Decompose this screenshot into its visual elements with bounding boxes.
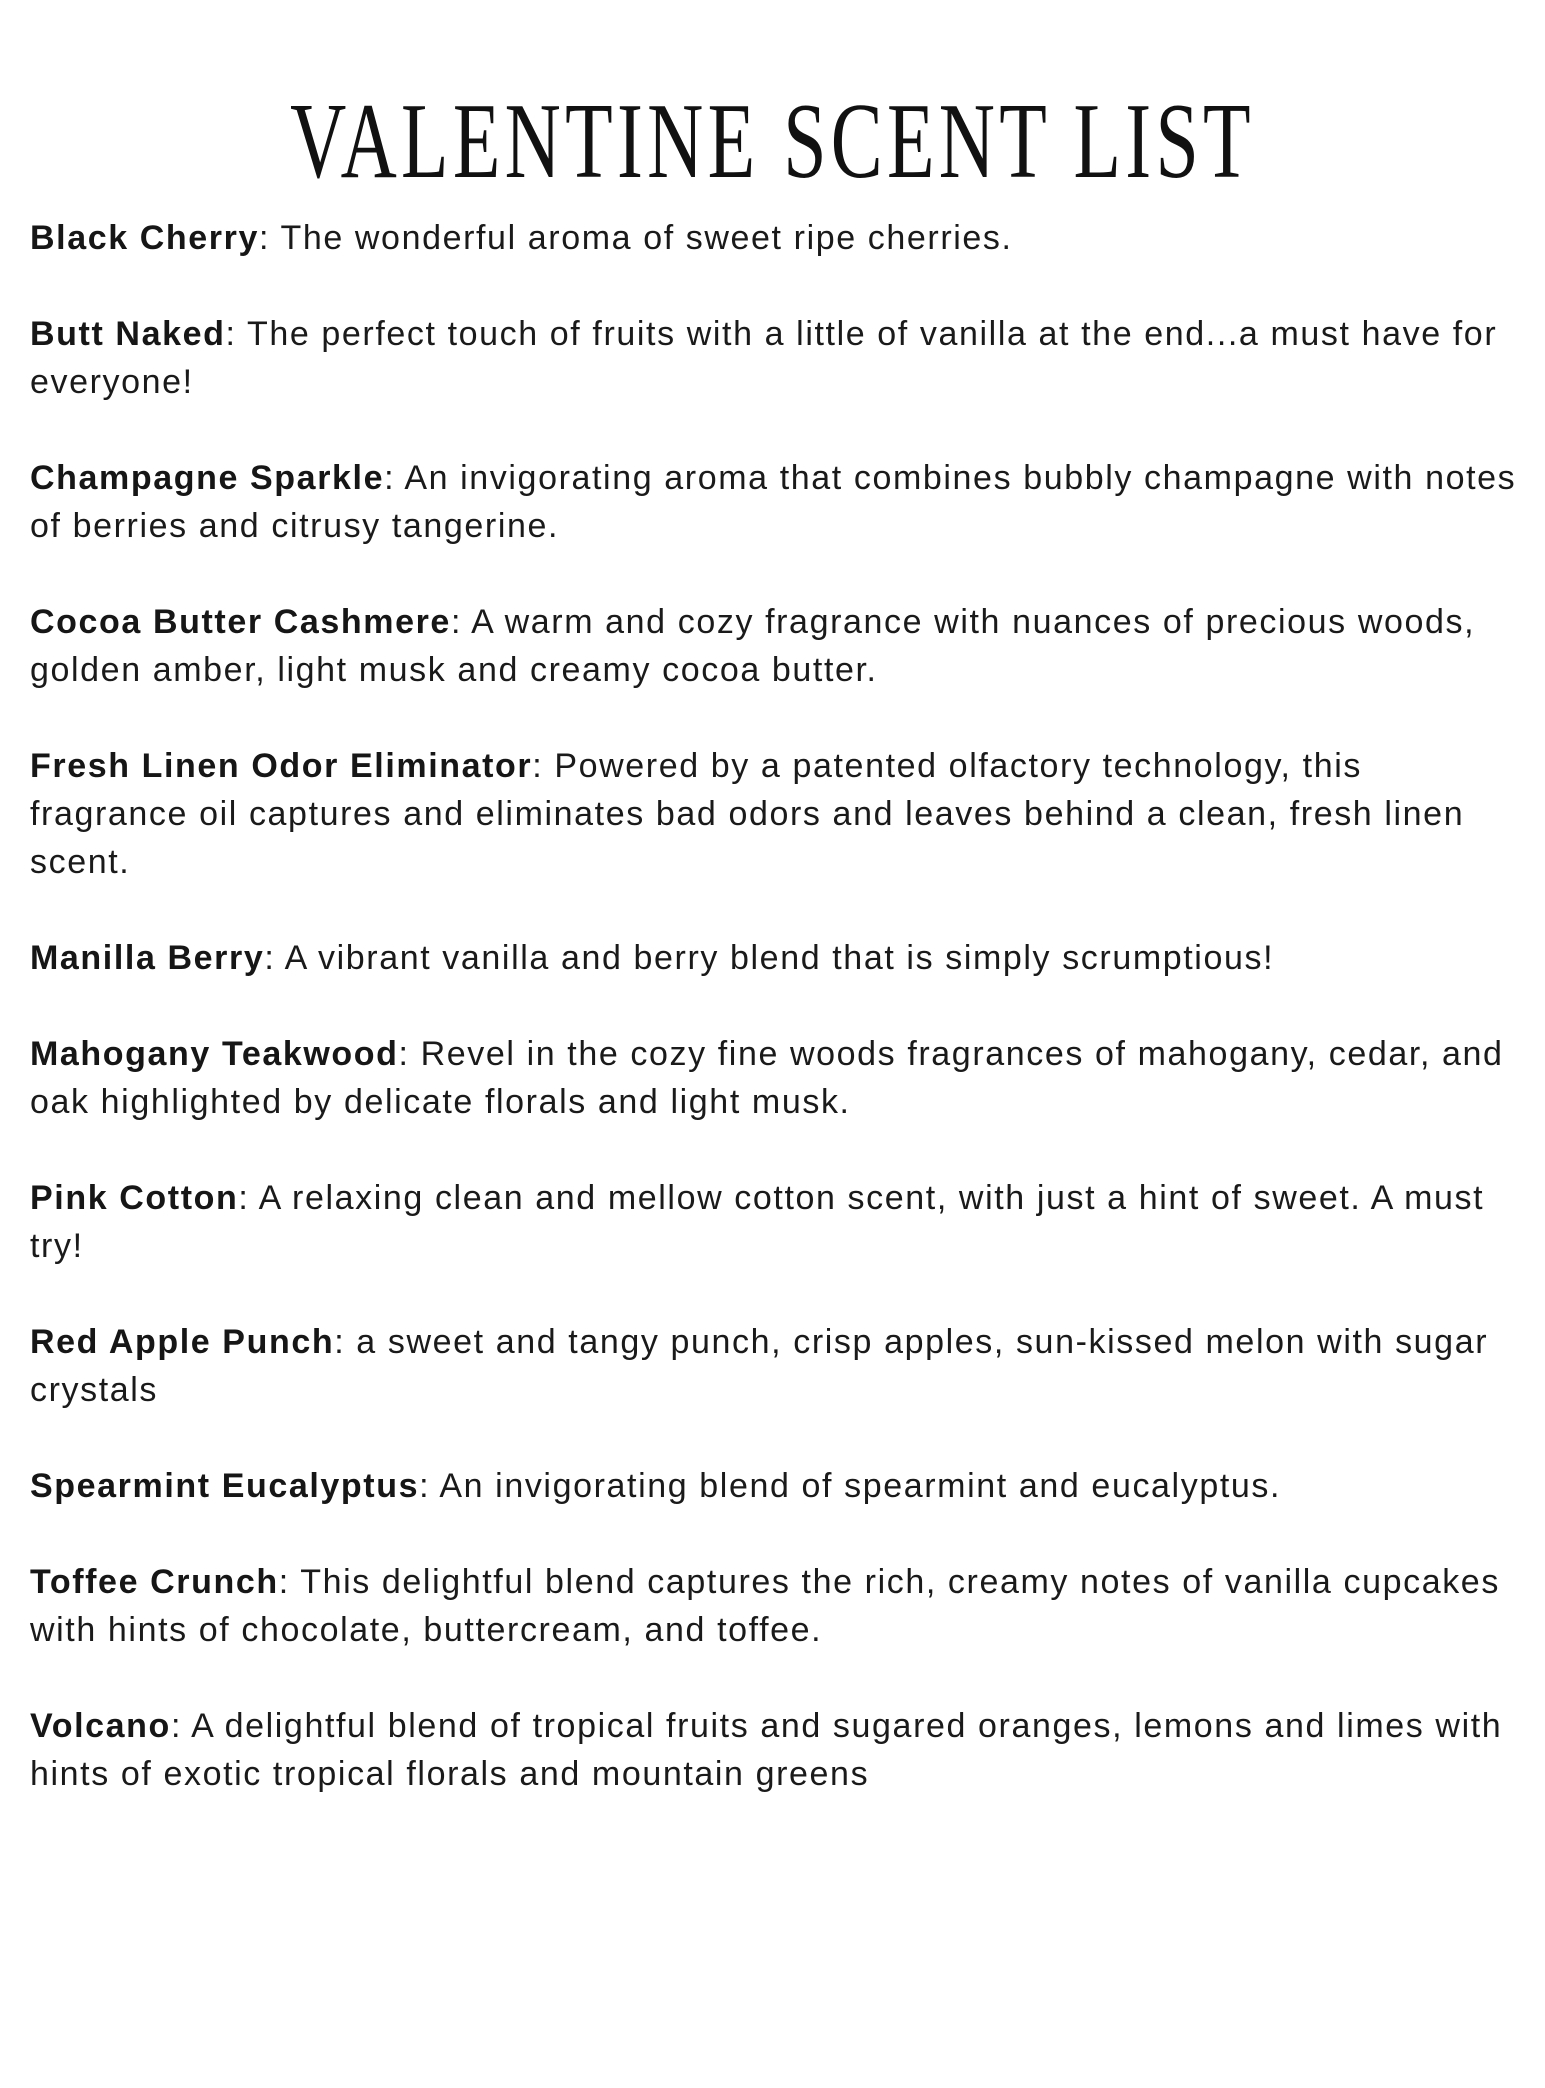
scent-description: A vibrant vanilla and berry blend that is simply scrumptious! [284,939,1275,977]
scent-entry [30,1030,1530,1126]
scent-separator: : [258,219,281,257]
scent-separator: : [170,1707,192,1745]
page-title: VALENTINE SCENT LIST [290,82,1255,201]
scent-description: The wonderful aroma of sweet ripe cherries. [280,219,1013,257]
scent-separator: : [225,315,247,353]
scent-separator: : [450,603,472,641]
scent-name: Manilla Berry [30,939,265,977]
scent-entry [30,1462,1530,1510]
scent-name: Champagne Sparkle [30,459,385,497]
scent-description: A delightful blend of tropical fruits and sugared oranges, lemons and limes with hints of exotic tropical florals and mountain greens [30,1707,1503,1793]
scent-name: Toffee Crunch [30,1563,279,1601]
scent-separator: : [419,1467,440,1505]
scent-description: This delightful blend captures the rich, creamy notes of vanilla cupcakes with hints of chocolate, buttercream, and toffee. [30,1563,1500,1649]
scent-name: Spearmint Eucalyptus [30,1467,420,1505]
scent-description: An invigorating aroma that combines bubbly champagne with notes of berries and citrusy tangerine. [30,459,1517,545]
scent-separator: : [278,1563,301,1601]
scent-description: A warm and cozy fragrance with nuances of precious woods, golden amber, light musk and creamy cocoa butter. [30,603,1476,689]
scent-entry [30,934,1530,982]
scent-description: Revel in the cozy fine woods fragrances of mahogany, cedar, and oak highlighted by delicate florals and light musk. [30,1035,1504,1121]
scent-entry [30,310,1530,406]
scent-name: Red Apple Punch [30,1323,335,1361]
scent-description: The perfect touch of fruits with a little of vanilla at the end...a must have for everyone! [30,315,1498,401]
scent-separator: : [238,1179,259,1217]
scent-description: a sweet and tangy punch, crisp apples, sun-kissed melon with sugar crystals [30,1323,1489,1409]
scent-separator: : [532,747,555,785]
scent-entry [30,598,1530,694]
scent-entry [30,742,1530,886]
scent-name: Cocoa Butter Cashmere [30,603,451,641]
scent-list [0,196,1545,1798]
scent-entry [30,1702,1530,1798]
scent-entry [30,1174,1530,1270]
scent-entry [30,1558,1530,1654]
scent-description: Powered by a patented olfactory technology, this fragrance oil captures and eliminates bad odors and leaves behind a clean, fresh linen scent. [30,747,1465,881]
scent-name: Butt Naked [30,315,226,353]
scent-list-page [0,82,1545,2088]
scent-entry [30,214,1530,262]
scent-name: Volcano [30,1707,171,1745]
scent-separator: : [264,939,285,977]
scent-description: A relaxing clean and mellow cotton scent, with just a hint of sweet. A must try! [30,1179,1485,1265]
scent-name: Pink Cotton [30,1179,239,1217]
scent-entry [30,1318,1530,1414]
scent-separator: : [334,1323,357,1361]
scent-entry [30,454,1530,550]
scent-name: Black Cherry [30,219,259,257]
scent-description: An invigorating blend of spearmint and eucalyptus. [439,1467,1282,1505]
scent-separator: : [384,459,405,497]
scent-name: Fresh Linen Odor Eliminator [30,747,533,785]
scent-separator: : [398,1035,421,1073]
scent-name: Mahogany Teakwood [30,1035,399,1073]
